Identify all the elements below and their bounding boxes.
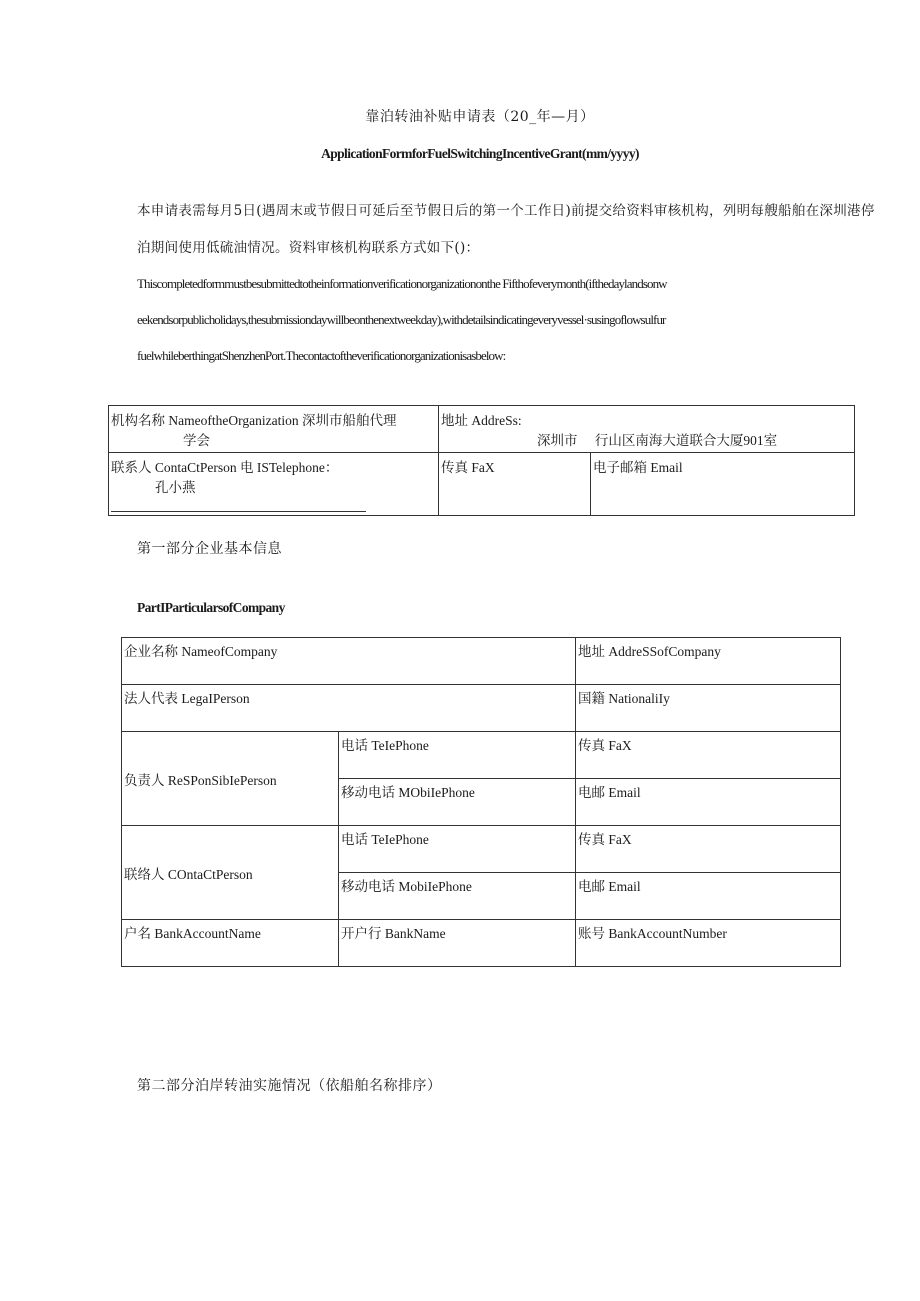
org-email-label: 电子邮箱 Email [593,460,683,475]
legal-person-label: 法人代表 LegaIPerson [124,691,250,706]
nationality-label: 国籍 NationaliIy [578,691,670,706]
company-name-label: 企业名称 NameofCompany [124,644,278,659]
company-address-cell[interactable] [576,638,841,685]
bank-name-label: 开户行 BankName [341,926,446,941]
part1-title-cn: 第一部分企业基本信息 [137,541,282,557]
resp-fax-label: 传真 FaX [578,738,632,753]
company-table [121,637,841,967]
cp-email-cell[interactable] [576,873,841,920]
contact-underline [111,497,366,512]
resp-telephone-cell[interactable] [339,732,576,779]
intro-paragraph-cn: 本申请表需每月5日(遇周末或节假日可延后至节假日后的第一个工作日)前提交给资料审核机构，列明每艘船舶在深圳港停泊期间使用低硫油情况。资料审核机构联系方式如下()： [137,203,875,256]
bank-name-cell[interactable] [339,920,576,967]
org-address-label: 地址 AddreSs: [441,413,522,428]
contact-person-cell [122,826,339,920]
account-number-label: 账号 BankAccountNumber [578,926,727,941]
intro-paragraph-en [137,266,897,374]
resp-mobile-cell[interactable] [339,779,576,826]
account-number-cell[interactable] [576,920,841,967]
cp-telephone-cell[interactable] [339,826,576,873]
form-title-cn: 靠泊转油补贴申请表（20_年—月） [365,109,595,125]
legal-person-cell[interactable] [122,685,576,732]
cp-mobile-cell[interactable] [339,873,576,920]
cp-telephone-label: 电话 TeIePhone [341,832,429,847]
org-name-value-cont: 学会 [183,433,210,448]
cp-mobile-label: 移动电话 MobiIePhone [341,879,472,894]
company-address-label: 地址 AddreSSofCompany [578,644,721,659]
account-name-label: 户名 BankAccountName [124,926,261,941]
org-address-city: 深圳市 [537,433,578,448]
contact-person-label: 联络人 COntaCtPerson [124,866,253,882]
nationality-cell[interactable] [576,685,841,732]
responsible-person-cell [122,732,339,826]
org-fax-label: 传真 FaX [441,460,495,475]
responsible-person-label: 负责人 ReSPonSibIePerson [124,772,277,788]
resp-email-cell[interactable] [576,779,841,826]
org-contact-value: 孔小燕 [155,480,196,495]
cp-fax-label: 传真 FaX [578,832,632,847]
cp-email-label: 电邮 Email [578,879,641,894]
resp-email-label: 电邮 Email [578,785,641,800]
organization-table [108,405,855,516]
resp-telephone-label: 电话 TeIePhone [341,738,429,753]
account-name-cell[interactable] [122,920,339,967]
intro-en-line: Thiscompletedformmustbesubmittedtotheinformationverificationorganizationonthe Fifthofeverymonth(ifthedaylandsonw [137,276,667,291]
org-email-cell [591,453,855,516]
resp-fax-cell[interactable] [576,732,841,779]
form-title-en: ApplicationFormforFuelSwitchingIncentiveGrant(mm/yyyy) [321,146,639,161]
org-address-cell [439,406,855,453]
part1-title-en: PartIParticularsofCompany [137,600,285,615]
org-contact-cell [109,453,439,516]
intro-en-line: fuelwhileberthingatShenzhenPort.Thecontactoftheverificationorganizationisasbelow: [137,348,506,363]
org-fax-cell [439,453,591,516]
intro-en-line: eekendsorpublicholidays,thesubmissiondaywillbeonthenextweekday),withdetailsindicatingeveryvessel·susingoflowsulfur [137,312,666,327]
org-name-value: 深圳巿船舶代理 [301,413,397,428]
org-name-label: 机构名称 NameoftheOrganization [111,413,299,428]
part2-title-cn: 第二部分泊岸转油实施情况（依船舶名称排序） [137,1078,442,1094]
org-address-detail: 行山区南海大道联合大厦901室 [594,433,778,448]
company-name-cell[interactable] [122,638,576,685]
resp-mobile-label: 移动电话 MObiIePhone [341,785,475,800]
cp-fax-cell[interactable] [576,826,841,873]
org-name-cell [109,406,439,453]
org-contact-label: 联系人 ContaCtPerson 电 ISTelephone： [111,460,339,475]
